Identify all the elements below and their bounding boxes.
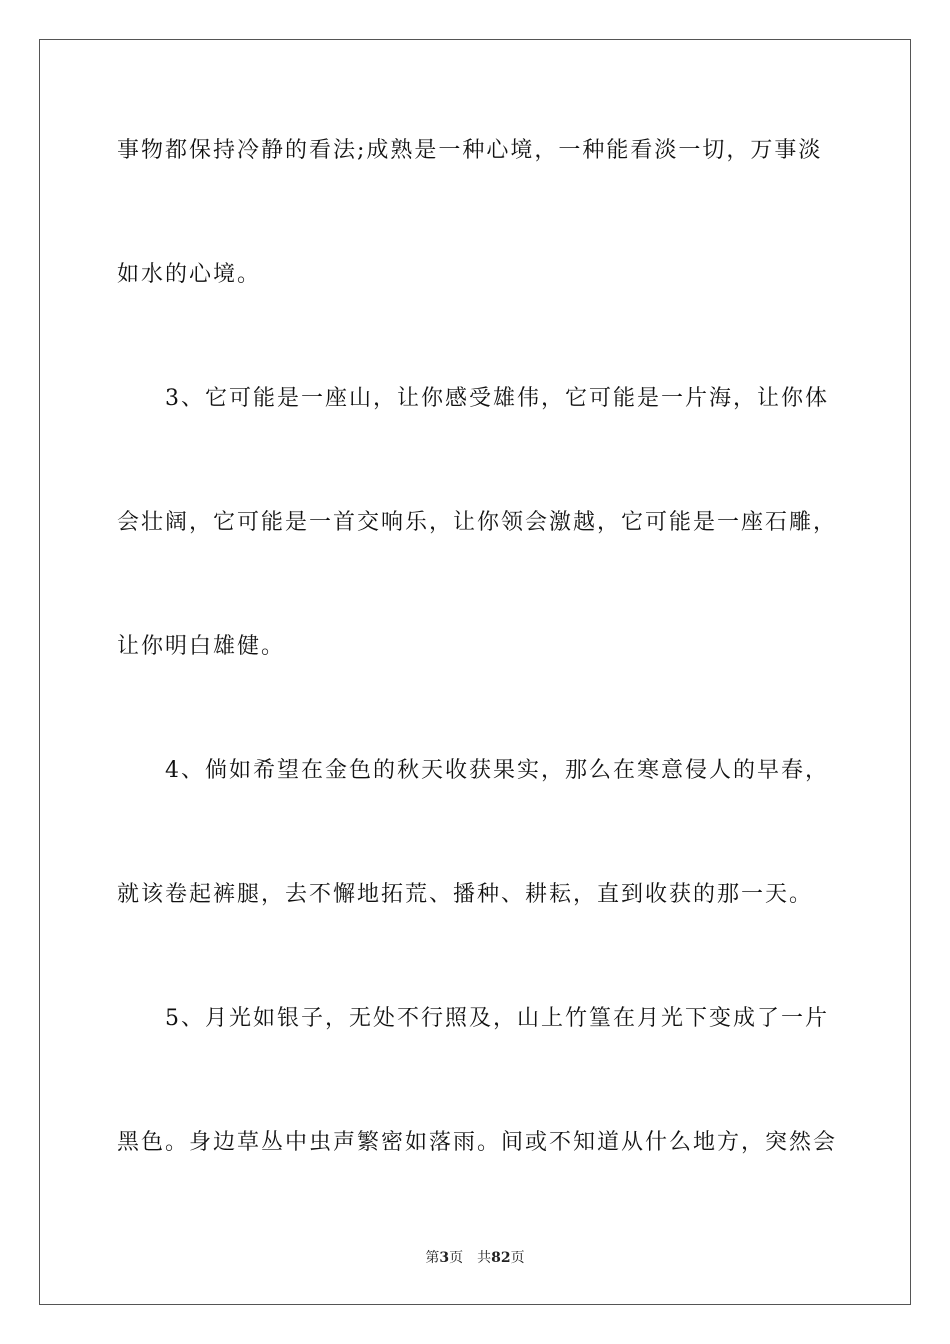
page-number: 3 <box>439 1250 450 1266</box>
total-suffix: 页 <box>510 1250 525 1266</box>
page-suffix: 页 <box>449 1250 464 1266</box>
text-line-7: 就该卷起裤腿，去不懈地拓荒、播种、耕耘，直到收获的那一天。 <box>117 882 814 907</box>
total-pages: 82 <box>491 1250 511 1266</box>
page-footer <box>0 1248 950 1268</box>
page-prefix: 第 <box>425 1250 440 1266</box>
text-line-6: 4、倘如希望在金色的秋天收获果实，那么在寒意侵人的早春， <box>117 758 829 783</box>
text-line-5: 让你明白雄健。 <box>117 634 286 659</box>
text-line-3: 3、它可能是一座山，让你感受雄伟，它可能是一片海，让你体 <box>117 386 829 411</box>
page-border <box>39 39 911 1305</box>
text-line-2: 如水的心境。 <box>117 262 262 287</box>
text-line-8: 5、月光如银子，无处不行照及，山上竹篁在月光下变成了一片 <box>117 1006 829 1031</box>
total-prefix: 共 <box>477 1250 492 1266</box>
text-line-1: 事物都保持冷静的看法;成熟是一种心境，一种能看淡一切，万事淡 <box>117 138 823 163</box>
text-line-4: 会壮阔，它可能是一首交响乐，让你领会激越，它可能是一座石雕， <box>117 510 838 535</box>
text-line-9: 黑色。身边草丛中虫声繁密如落雨。间或不知道从什么地方，突然会 <box>117 1130 838 1155</box>
